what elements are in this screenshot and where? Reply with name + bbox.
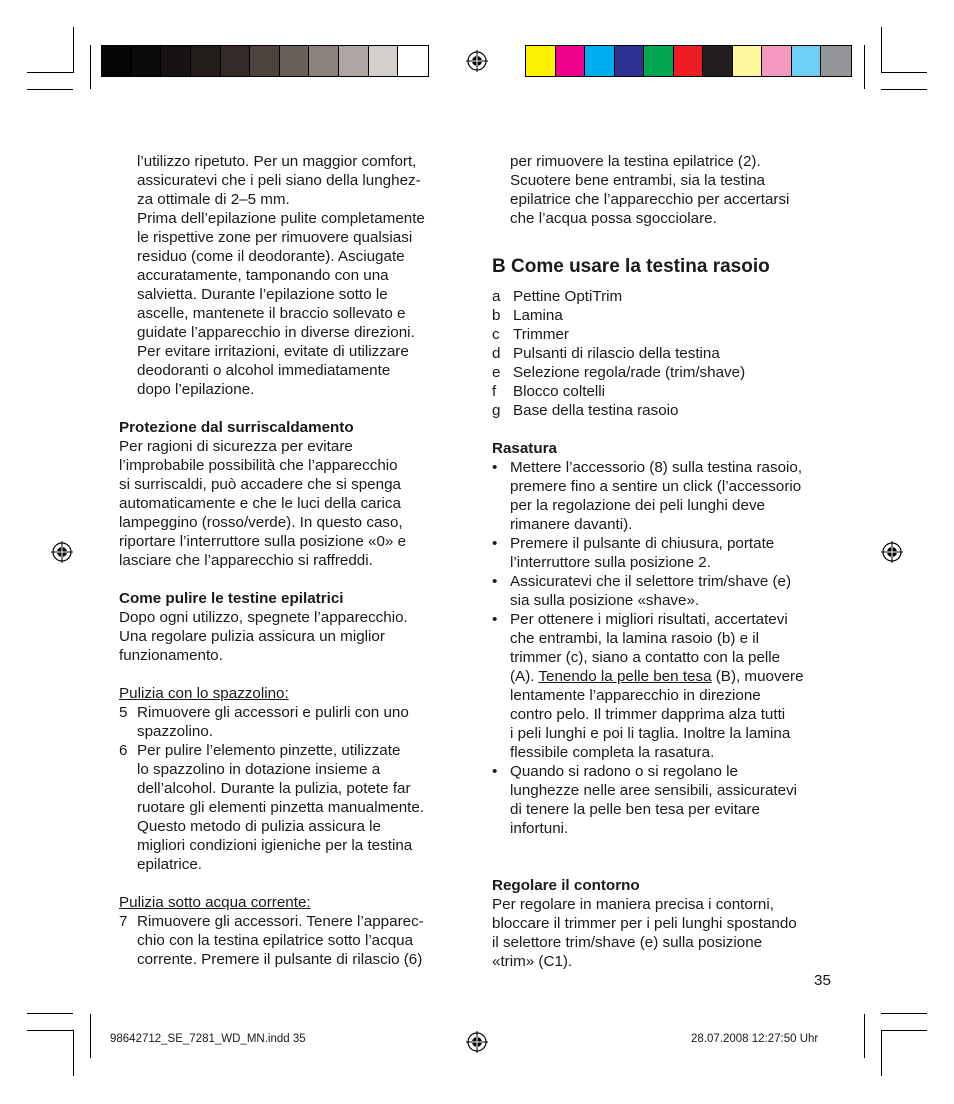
part-letter: a bbox=[492, 288, 501, 305]
text-line: Per regolare in maniera precisa i contorni, bbox=[492, 896, 774, 913]
part-item bbox=[492, 401, 842, 420]
section-title: B Come usare la testina rasoio bbox=[492, 256, 770, 277]
clean-heading: Come pulire le testine epilatrici bbox=[119, 590, 344, 607]
crop-mark bbox=[881, 72, 927, 73]
text-line: l’utilizzo ripetuto. Per un maggior comfort, bbox=[137, 153, 417, 170]
color-swatch bbox=[132, 46, 162, 76]
text-line: Premere il pulsante di chiusura, portate bbox=[510, 535, 775, 552]
color-swatch bbox=[102, 46, 132, 76]
color-scale-bar bbox=[525, 45, 852, 77]
text-line: lentamente l’apparecchio in direzione bbox=[510, 687, 761, 704]
color-swatch bbox=[398, 46, 428, 76]
numbered-step bbox=[119, 912, 464, 969]
part-letter: g bbox=[492, 402, 501, 419]
color-swatch bbox=[309, 46, 339, 76]
text-line: Questo metodo di pulizia assicura le bbox=[137, 818, 381, 835]
step-number: 7 bbox=[119, 913, 128, 930]
bullet-item bbox=[492, 534, 842, 572]
text-line: dopo l’epilazione. bbox=[137, 381, 255, 398]
text-line: le rispettive zone per rimuovere qualsiasi bbox=[137, 229, 413, 246]
text-line: sia sulla posizione «shave». bbox=[510, 592, 700, 609]
text-line: salvietta. Durante l’epilazione sotto le bbox=[137, 286, 388, 303]
part-label: Blocco coltelli bbox=[513, 383, 606, 400]
part-item bbox=[492, 382, 842, 401]
part-letter: f bbox=[492, 383, 497, 400]
text-line: l’improbabile possibilità che l’apparecchio bbox=[119, 457, 398, 474]
contour-heading: Regolare il contorno bbox=[492, 877, 640, 894]
part-label: Pettine OptiTrim bbox=[513, 288, 623, 305]
crop-mark bbox=[881, 27, 882, 73]
right-column bbox=[492, 152, 842, 971]
part-item bbox=[492, 287, 842, 306]
text-line: Per evitare irritazioni, evitate di utilizzare bbox=[137, 343, 409, 360]
color-swatch bbox=[161, 46, 191, 76]
left-column bbox=[119, 152, 464, 969]
text-line: di tenere la pelle ben tesa per evitare bbox=[510, 801, 760, 818]
crop-mark bbox=[881, 89, 927, 90]
crop-mark bbox=[864, 1014, 865, 1058]
color-swatch bbox=[703, 46, 733, 76]
crop-mark bbox=[881, 1013, 927, 1014]
part-label: Selezione regola/rade (trim/shave) bbox=[513, 364, 746, 381]
text-line: dell’alcohol. Durante la pulizia, potete far bbox=[137, 780, 411, 797]
continued-paragraph bbox=[492, 152, 842, 228]
color-swatch bbox=[792, 46, 822, 76]
text-line: contro pelo. Il trimmer dapprima alza tutti bbox=[510, 706, 786, 723]
crop-mark bbox=[90, 45, 91, 89]
numbered-step bbox=[119, 741, 464, 874]
color-swatch bbox=[526, 46, 556, 76]
text-line: premere fino a sentire un click (l’accessorio bbox=[510, 478, 802, 495]
text-line: funzionamento. bbox=[119, 647, 223, 664]
text-line: che l’acqua possa sgocciolare. bbox=[510, 210, 717, 227]
bullet-item bbox=[492, 458, 842, 534]
text-line: infortuni. bbox=[510, 820, 569, 837]
text-line: «trim» (C1). bbox=[492, 953, 573, 970]
text-line: Una regolare pulizia assicura un miglior bbox=[119, 628, 385, 645]
part-label: Base della testina rasoio bbox=[513, 402, 679, 419]
registration-mark-icon bbox=[466, 50, 488, 72]
part-letter: e bbox=[492, 364, 501, 381]
text-line: migliori condizioni igieniche per la testina bbox=[137, 837, 413, 854]
text-line: il selettore trim/shave (e) sulla posizione bbox=[492, 934, 763, 951]
registration-mark-icon bbox=[466, 1031, 488, 1053]
text-fragment: (A). bbox=[510, 668, 539, 685]
color-swatch bbox=[556, 46, 586, 76]
text-line: spazzolino. bbox=[137, 723, 213, 740]
text-line: Dopo ogni utilizzo, spegnete l’apparecchio. bbox=[119, 609, 408, 626]
text-line: rimanere davanti). bbox=[510, 516, 633, 533]
registration-mark-icon bbox=[881, 541, 903, 563]
part-item bbox=[492, 363, 842, 382]
crop-mark bbox=[27, 72, 73, 73]
text-line: Prima dell’epilazione pulite completamente bbox=[137, 210, 425, 227]
text-line: automaticamente e che le luci della carica bbox=[119, 495, 401, 512]
part-label: Lamina bbox=[513, 307, 563, 324]
bullet-icon: • bbox=[492, 535, 498, 552]
text-line: epilatrice che l’apparecchio per accertarsi bbox=[510, 191, 790, 208]
crop-mark bbox=[881, 1030, 927, 1031]
part-item bbox=[492, 344, 842, 363]
intro-paragraph bbox=[119, 152, 464, 399]
crop-mark bbox=[73, 1030, 74, 1076]
part-letter: b bbox=[492, 307, 501, 324]
text-line: Rimuovere gli accessori e pulirli con uno bbox=[137, 704, 409, 721]
text-line bbox=[510, 667, 842, 686]
bullet-icon: • bbox=[492, 611, 498, 628]
text-line: corrente. Premere il pulsante di rilascio (6) bbox=[137, 951, 423, 968]
footer-timestamp: 28.07.2008 12:27:50 Uhr bbox=[691, 1033, 819, 1045]
text-line: Mettere l’accessorio (8) sulla testina rasoio, bbox=[510, 459, 803, 476]
water-heading: Pulizia sotto acqua corrente: bbox=[119, 894, 311, 911]
text-line: Scuotere bene entrambi, sia la testina bbox=[510, 172, 765, 189]
color-swatch bbox=[615, 46, 645, 76]
text-line: flessibile completa la rasatura. bbox=[510, 744, 715, 761]
bullet-icon: • bbox=[492, 459, 498, 476]
color-swatch bbox=[369, 46, 399, 76]
part-item bbox=[492, 325, 842, 344]
text-line: ascelle, mantenete il braccio sollevato e bbox=[137, 305, 406, 322]
color-swatch bbox=[644, 46, 674, 76]
bullet-item bbox=[492, 610, 842, 762]
text-line: Per ragioni di sicurezza per evitare bbox=[119, 438, 353, 455]
overheat-heading: Protezione dal surriscaldamento bbox=[119, 419, 354, 436]
bullet-icon: • bbox=[492, 573, 498, 590]
text-line: Per pulire l’elemento pinzette, utilizzate bbox=[137, 742, 401, 759]
crop-mark bbox=[27, 1013, 73, 1014]
part-letter: d bbox=[492, 345, 501, 362]
bullet-icon: • bbox=[492, 763, 498, 780]
text-line: i peli lunghi e poi li taglia. Inoltre la lamina bbox=[510, 725, 791, 742]
color-swatch bbox=[280, 46, 310, 76]
registration-mark-icon bbox=[51, 541, 73, 563]
color-swatch bbox=[674, 46, 704, 76]
color-swatch bbox=[585, 46, 615, 76]
text-line: per rimuovere la testina epilatrice (2). bbox=[510, 153, 761, 170]
page-number: 35 bbox=[814, 972, 831, 989]
text-line: deodoranti o alcohol immediatamente bbox=[137, 362, 391, 379]
color-swatch bbox=[733, 46, 763, 76]
text-line: chio con la testina epilatrice sotto l’acqua bbox=[137, 932, 414, 949]
text-line: Assicuratevi che il selettore trim/shave (e) bbox=[510, 573, 792, 590]
text-line: assicuratevi che i peli siano della lunghez- bbox=[137, 172, 421, 189]
text-line: Rimuovere gli accessori. Tenere l’apparec- bbox=[137, 913, 424, 930]
text-line: per la regolazione dei peli lunghi deve bbox=[510, 497, 765, 514]
text-fragment: (B), muovere bbox=[711, 668, 804, 685]
text-line: lo spazzolino in dotazione insieme a bbox=[137, 761, 381, 778]
bullet-item bbox=[492, 572, 842, 610]
gray-scale-bar bbox=[101, 45, 429, 77]
text-line: Quando si radono o si regolano le bbox=[510, 763, 738, 780]
text-line: lampeggino (rosso/verde). In questo caso, bbox=[119, 514, 403, 531]
text-line: epilatrice. bbox=[137, 856, 202, 873]
part-item bbox=[492, 306, 842, 325]
underlined-phrase: Tenendo la pelle ben tesa bbox=[538, 668, 712, 685]
brush-heading: Pulizia con lo spazzolino: bbox=[119, 685, 289, 702]
text-line: che entrambi, la lamina rasoio (b) e il bbox=[510, 630, 760, 647]
text-line: riportare l’interruttore sulla posizione «0» e bbox=[119, 533, 407, 550]
color-swatch bbox=[250, 46, 280, 76]
bullet-item bbox=[492, 762, 842, 838]
text-line: guidate l’apparecchio in diverse direzioni. bbox=[137, 324, 415, 341]
text-line: lunghezze nelle aree sensibili, assicuratevi bbox=[510, 782, 798, 799]
color-swatch bbox=[339, 46, 369, 76]
color-swatch bbox=[221, 46, 251, 76]
crop-mark bbox=[881, 1030, 882, 1076]
part-label: Trimmer bbox=[513, 326, 569, 343]
text-line: l’interruttore sulla posizione 2. bbox=[510, 554, 711, 571]
text-line: bloccare il trimmer per i peli lunghi spostando bbox=[492, 915, 797, 932]
color-swatch bbox=[191, 46, 221, 76]
crop-mark bbox=[27, 89, 73, 90]
part-label: Pulsanti di rilascio della testina bbox=[513, 345, 720, 362]
color-swatch bbox=[821, 46, 851, 76]
shave-heading: Rasatura bbox=[492, 440, 557, 457]
text-line: trimmer (c), siano a contatto con la pelle bbox=[510, 649, 781, 666]
numbered-step bbox=[119, 703, 464, 741]
text-line: za ottimale di 2–5 mm. bbox=[137, 191, 290, 208]
crop-mark bbox=[864, 45, 865, 89]
text-line: si surriscaldi, può accadere che si spenga bbox=[119, 476, 401, 493]
crop-mark bbox=[73, 27, 74, 73]
text-line: accuratamente, tamponando con una bbox=[137, 267, 389, 284]
part-letter: c bbox=[492, 326, 500, 343]
crop-mark bbox=[90, 1014, 91, 1058]
footer-file-info: 98642712_SE_7281_WD_MN.indd 35 bbox=[110, 1033, 306, 1045]
step-number: 6 bbox=[119, 742, 128, 759]
text-line: Per ottenere i migliori risultati, accertatevi bbox=[510, 611, 788, 628]
color-swatch bbox=[762, 46, 792, 76]
crop-mark bbox=[27, 1030, 73, 1031]
text-line: residuo (come il deodorante). Asciugate bbox=[137, 248, 405, 265]
step-number: 5 bbox=[119, 704, 128, 721]
text-line: lasciare che l’apparecchio si raffreddi. bbox=[119, 552, 373, 569]
text-line: ruotare gli elementi pinzetta manualmente. bbox=[137, 799, 425, 816]
